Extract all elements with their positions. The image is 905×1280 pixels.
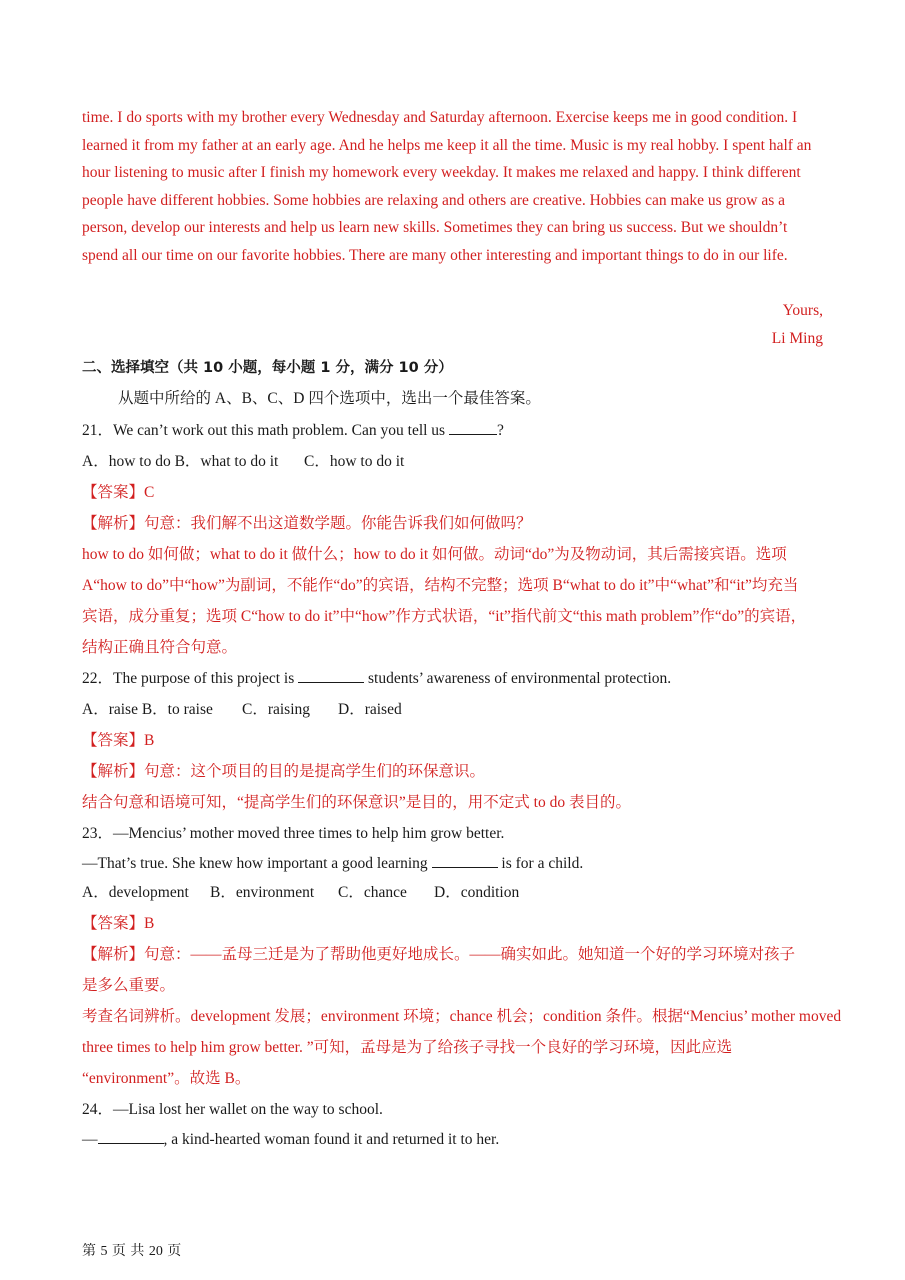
q22-stem [82,668,842,690]
q22-options [82,699,842,721]
q23-stem-2 [82,853,842,875]
q23-stem-2-end: is for a child. [497,855,584,872]
q23-option-a: A．development [82,884,189,901]
q22-option-c: C．raising [242,701,311,718]
q21-stem-end: ? [496,422,504,439]
q23-stem-2-text: —That’s true. She knew how important a good learning [82,855,432,872]
q22-stem-text: 22．The purpose of this project is [82,670,299,687]
q22-blank [298,668,364,683]
q23-option-d: D．condition [434,884,520,901]
footer-prefix: 第 [82,1243,96,1259]
q24-stem-2 [82,1129,842,1151]
footer-total-pages: 20 [148,1244,163,1259]
q23-explanation-1: 考查名词辨析。development 发展；environment 环境；chance 机会；condition 条件。根据“Mencius’ mother moved [82,1008,842,1025]
letter-body: time. I do sports with my brother every Wednesday and Saturday afternoon. Exercise keeps me in good condition. I learned it from my father at an early age. And he helps me keep it all the time. Music is my real hobby. I spent half an hour listening to music after I finish my homework every weekday. It makes me relaxed and happy. I think different people have different hobbies. Some hobbies are relaxing and others are creative. Hobbies can make us grow as a person, develop our interests and help us learn new skills. Sometimes they can bring us success. But we shouldn’t spend all our time on our favorite hobbies. There are many other interesting and important things to do in our life. [82,109,812,264]
q23-analysis-1: 【解析】句意：——孟母三迁是为了帮助他更好地成长。——确实如此。她知道一个好的学习环境对孩子 [82,946,796,963]
q22-answer: 【答案】B [82,732,155,749]
q21-stem [82,420,842,442]
q23-analysis-2: 是多么重要。 [82,977,176,994]
q23-option-b: B．environment [210,884,315,901]
q23-answer: 【答案】B [82,915,155,932]
q22-stem-end: students’ awareness of environmental protection. [364,670,672,687]
q21-explanation-4: 结构正确且符合句意。 [82,639,238,656]
page-footer [82,1241,181,1262]
q21-explanation-2: A“how to do”中“how”为副词，不能作“do”的宾语，结构不完整；选项 B“what to do it”中“what”和“it”均充当 [82,577,799,594]
q23-option-c: C．chance [338,884,407,901]
q23-stem-1: 23．—Mencius’ mother moved three times to help him grow better. [82,825,505,842]
q21-option-c: C．how to do it [304,453,405,470]
section-title: 二、选择填空（共 10 小题，每小题 1 分，满分 10 分） [82,360,453,376]
q24-stem-1: 24．—Lisa lost her wallet on the way to school. [82,1101,383,1118]
q23-blank [432,853,498,868]
section-instruction: 从题中所给的 A、B、C、D 四个选项中，选出一个最佳答案。 [118,390,541,407]
q23-explanation-3: “environment”。故选 B。 [82,1070,251,1087]
q24-dash: — [82,1131,98,1148]
letter-signature: Li Ming [771,330,823,347]
letter-closing: Yours, [782,302,823,319]
q22-option-ab: A．raise B．to raise [82,701,213,718]
q24-stem-2-end: , a kind-hearted woman found it and returned it to her. [163,1131,500,1148]
footer-middle: 页 共 [111,1243,145,1259]
q21-explanation-3: 宾语，成分重复；选项 C“how to do it”中“how”作方式状语，“it”指代前文“this math problem”作“do”的宾语， [82,608,807,625]
q21-stem-text: 21．We can’t work out this math problem. Can you tell us [82,422,449,439]
q23-options [82,882,842,904]
q21-option-ab: A．how to do B．what to do it [82,453,279,470]
q21-analysis: 【解析】句意：我们解不出这道数学题。你能告诉我们如何做吗？ [82,515,532,532]
q22-analysis: 【解析】句意：这个项目的目的是提高学生们的环保意识。 [82,763,486,780]
footer-suffix: 页 [167,1243,182,1259]
footer-page-number: 5 [100,1244,108,1259]
q22-option-d: D．raised [338,701,402,718]
q22-explanation-1: 结合句意和语境可知，“提高学生们的环保意识”是目的，用不定式 to do 表目的。 [82,794,631,811]
q21-blank [449,420,497,435]
q24-blank [98,1129,164,1144]
q21-answer: 【答案】C [82,484,155,501]
q21-options [82,451,842,473]
q21-explanation-1: how to do 如何做；what to do it 做什么；how to do it 如何做。动词“do”为及物动词，其后需接宾语。选项 [82,546,787,563]
q23-explanation-2: three times to help him grow better. ”可知，孟母是为了给孩子寻找一个良好的学习环境，因此应选 [82,1039,733,1056]
